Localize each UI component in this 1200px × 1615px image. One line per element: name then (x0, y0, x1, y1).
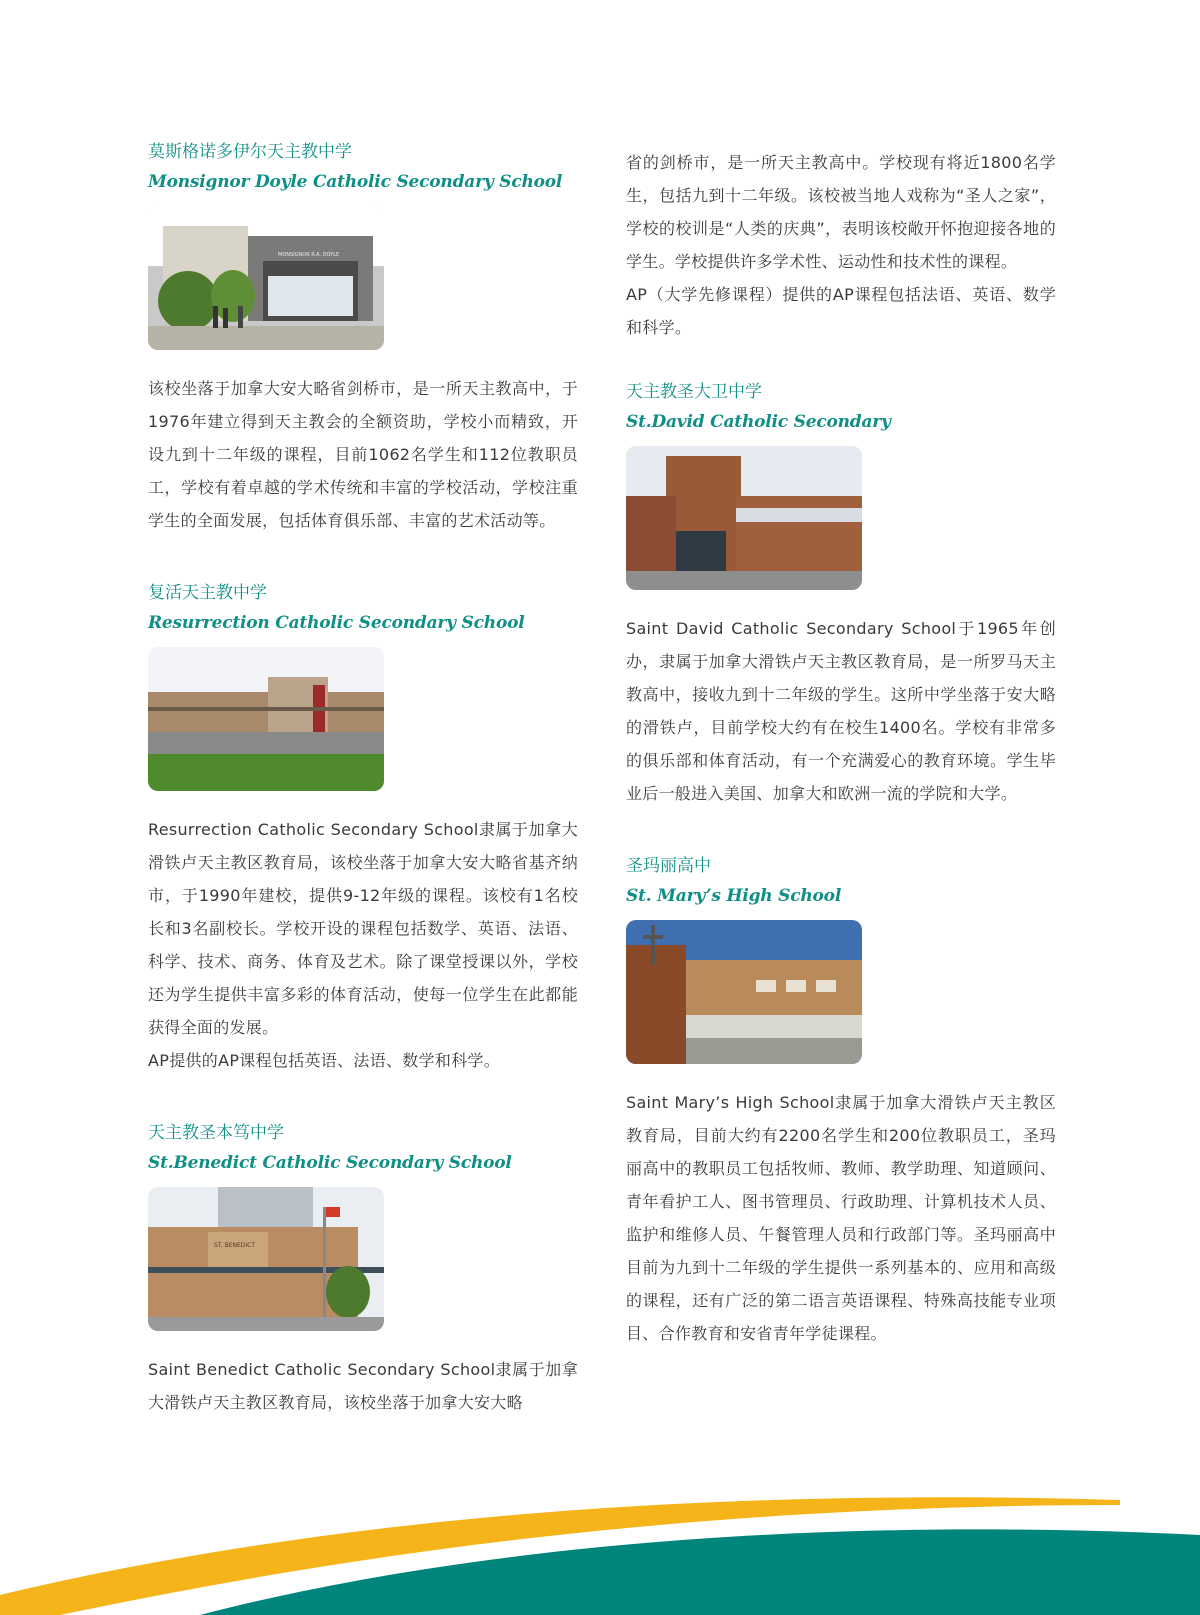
left-column (148, 140, 578, 1463)
school-section-monsignor-doyle (148, 140, 578, 537)
school-title-en: St.Benedict Catholic Secondary School (148, 1153, 512, 1173)
school-section-st-david (626, 380, 1056, 810)
school-description: 该校坐落于加拿大安大略省剑桥市，是一所天主教高中，于1976年建立得到天主教会的全额资助，学校小而精致，开设九到十二年级的课程，目前1062名学生和112位教职员工，学校有着卓越的学术传统和丰富的学校活动，学校注重学生的全面发展，包括体育俱乐部、丰富的艺术活动等。 (148, 379, 578, 530)
school-photo-resurrection (148, 647, 384, 791)
school-title-cn: 莫斯格诺多伊尔天主教中学 (148, 142, 352, 162)
continued-text (626, 146, 1056, 344)
photo-sign-text: ST. BENEDICT (214, 1242, 256, 1249)
school-title-en: St.David Catholic Secondary (626, 412, 891, 432)
school-ap-courses: AP（大学先修课程）提供的AP课程包括法语、英语、数学和科学。 (626, 285, 1056, 337)
school-title-en: St. Mary’s High School (626, 886, 842, 906)
school-section-st-mary (626, 854, 1056, 1350)
school-description: Saint David Catholic Secondary School于1965年创办，隶属于加拿大滑铁卢天主教区教育局，是一所罗马天主教高中，接收九到十二年级的学生。这所中学坐落于安大略的滑铁卢，目前学校大约有在校生1400名。学校有非常多的俱乐部和体育活动，有一个充满爱心的教育环境。学生毕业后一般进入美国、加拿大和欧洲一流的学院和大学。 (626, 619, 1056, 803)
school-title-cn: 天主教圣本笃中学 (148, 1123, 284, 1143)
photo-sign-text: MONSIGNOR R.A. DOYLE (278, 252, 340, 258)
school-title-en: Monsignor Doyle Catholic Secondary School (148, 172, 563, 192)
school-ap-courses: AP提供的AP课程包括英语、法语、数学和科学。 (148, 1051, 501, 1070)
school-photo-st-benedict (148, 1187, 384, 1331)
school-photo-monsignor-doyle (148, 206, 384, 350)
school-title-en: Resurrection Catholic Secondary School (148, 613, 525, 633)
school-photo-st-mary (626, 920, 862, 1064)
school-title-cn: 复活天主教中学 (148, 583, 267, 603)
school-title-cn: 天主教圣大卫中学 (626, 382, 762, 402)
school-description-continued: 省的剑桥市，是一所天主教高中。学校现有将近1800名学生，包括九到十二年级。该校被当地人戏称为“圣人之家”，学校的校训是“人类的庆典”，表明该校敞开怀抱迎接各地的学生。学校提供许多学术性、运动性和技术性的课程。 (626, 153, 1056, 271)
school-section-resurrection (148, 581, 578, 1077)
school-description: Saint Benedict Catholic Secondary School隶属于加拿大滑铁卢天主教区教育局，该校坐落于加拿大安大略 (148, 1360, 578, 1412)
school-description: Saint Mary’s High School隶属于加拿大滑铁卢天主教区教育局，目前大约有2200名学生和200位教职员工，圣玛丽高中的教职员工包括牧师、教师、教学助理、知道顾问、青年看护工人、图书管理员、行政助理、计算机技术人员、监护和维修人员、午餐管理人员和行政部门等。圣玛丽高中目前为九到十二年级的学生提供一系列基本的、应用和高级的课程，还有广泛的第二语言英语课程、特殊高技能专业项目、合作教育和安省青年学徒课程。 (626, 1093, 1056, 1343)
school-photo-st-david (626, 446, 862, 590)
footer-wave-decoration (0, 1475, 1200, 1615)
right-column (626, 146, 1056, 1394)
school-description: Resurrection Catholic Secondary School隶属于加拿大滑铁卢天主教区教育局，该校坐落于加拿大安大略省基齐纳市，于1990年建校，提供9-12年级的课程。该校有1名校长和3名副校长。学校开设的课程包括数学、英语、法语、科学、技术、商务、体育及艺术。除了课堂授课以外，学校还为学生提供丰富多彩的体育活动，使每一位学生在此都能获得全面的发展。 (148, 820, 578, 1037)
school-section-st-benedict (148, 1121, 578, 1419)
school-title-cn: 圣玛丽高中 (626, 856, 711, 876)
